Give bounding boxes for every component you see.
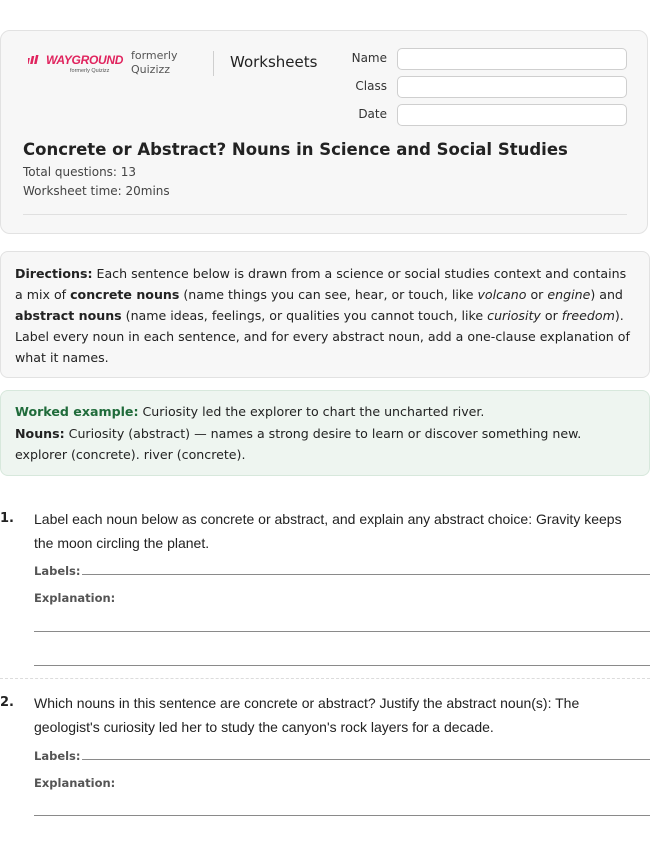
question-number: 2.: [0, 695, 14, 710]
worked-example-box: [0, 390, 650, 476]
formerly-line2: Quizizz: [131, 63, 171, 76]
worksheet-title: Concrete or Abstract? Nouns in Science and Social Studies: [23, 140, 568, 159]
example-label: Worked example:: [15, 404, 139, 419]
directions-text: or: [540, 308, 562, 323]
date-input[interactable]: [397, 104, 627, 126]
name-label: Name: [351, 51, 387, 65]
abstract-term: abstract nouns: [15, 308, 122, 323]
question-number: 1.: [0, 511, 14, 526]
explanation-answer-line[interactable]: [34, 815, 650, 816]
question-text: Label each noun below as concrete or abstract, and explain any abstract choice: Gravity keeps the moon circling the planet.: [34, 511, 622, 551]
wayground-logo: [28, 53, 123, 74]
class-label: Class: [355, 79, 387, 93]
total-questions: Total questions: 13: [23, 165, 137, 179]
explanation-label: Explanation:: [34, 776, 116, 790]
section-title: Worksheets: [230, 53, 318, 71]
labels-answer-line[interactable]: [82, 759, 650, 760]
example-word: curiosity: [487, 308, 541, 323]
directions-text: (name ideas, feelings, or qualities you cannot touch, like: [121, 308, 488, 323]
example-word: engine: [547, 287, 591, 302]
directions-box: [0, 251, 650, 378]
formerly-line1: formerly: [131, 49, 178, 62]
class-input[interactable]: [397, 76, 627, 98]
question-text: Which nouns in this sentence are concrete or abstract? Justify the abstract noun(s): The geologist's curiosity led her to study the canyon's rock layers for a decade.: [34, 695, 580, 735]
example-word: freedom: [561, 308, 615, 323]
directions-label: Directions:: [15, 266, 93, 281]
nouns-text: Curiosity (abstract) — names a strong desire to learn or discover something new. explorer (concrete). river (concrete).: [15, 425, 582, 462]
name-input[interactable]: [397, 48, 627, 70]
date-label: Date: [358, 107, 387, 121]
directions-text: ). Label every noun in each sentence, and for every abstract noun, add a one-clause explanation of what it names.: [15, 308, 630, 365]
directions-text: or: [526, 287, 548, 302]
logo-subtext: formerly Quizizz: [70, 68, 110, 74]
labels-label: Labels:: [34, 749, 81, 763]
labels-label: Labels:: [34, 564, 81, 578]
explanation-label: Explanation:: [34, 591, 116, 605]
formerly-quizizz: [131, 49, 178, 77]
logo-text: WAYGROUND: [46, 53, 124, 67]
wayground-mark-icon: [28, 55, 44, 66]
explanation-answer-line[interactable]: [34, 631, 650, 632]
directions-text: ) and: [590, 287, 623, 302]
explanation-answer-line[interactable]: [34, 665, 650, 666]
header-divider-line: [23, 214, 627, 215]
example-sentence: Curiosity led the explorer to chart the uncharted river.: [138, 404, 485, 419]
nouns-label: Nouns:: [15, 425, 65, 441]
worksheet-time: Worksheet time: 20mins: [23, 184, 170, 198]
concrete-term: concrete nouns: [70, 287, 180, 302]
example-word: volcano: [477, 287, 527, 302]
directions-text: Each sentence below is drawn from a science or social studies context and contains a mix of: [15, 266, 627, 302]
question-separator: [0, 678, 650, 679]
header-divider: [213, 51, 214, 76]
directions-text: (name things you can see, hear, or touch, like: [179, 287, 478, 302]
labels-answer-line[interactable]: [82, 574, 650, 575]
